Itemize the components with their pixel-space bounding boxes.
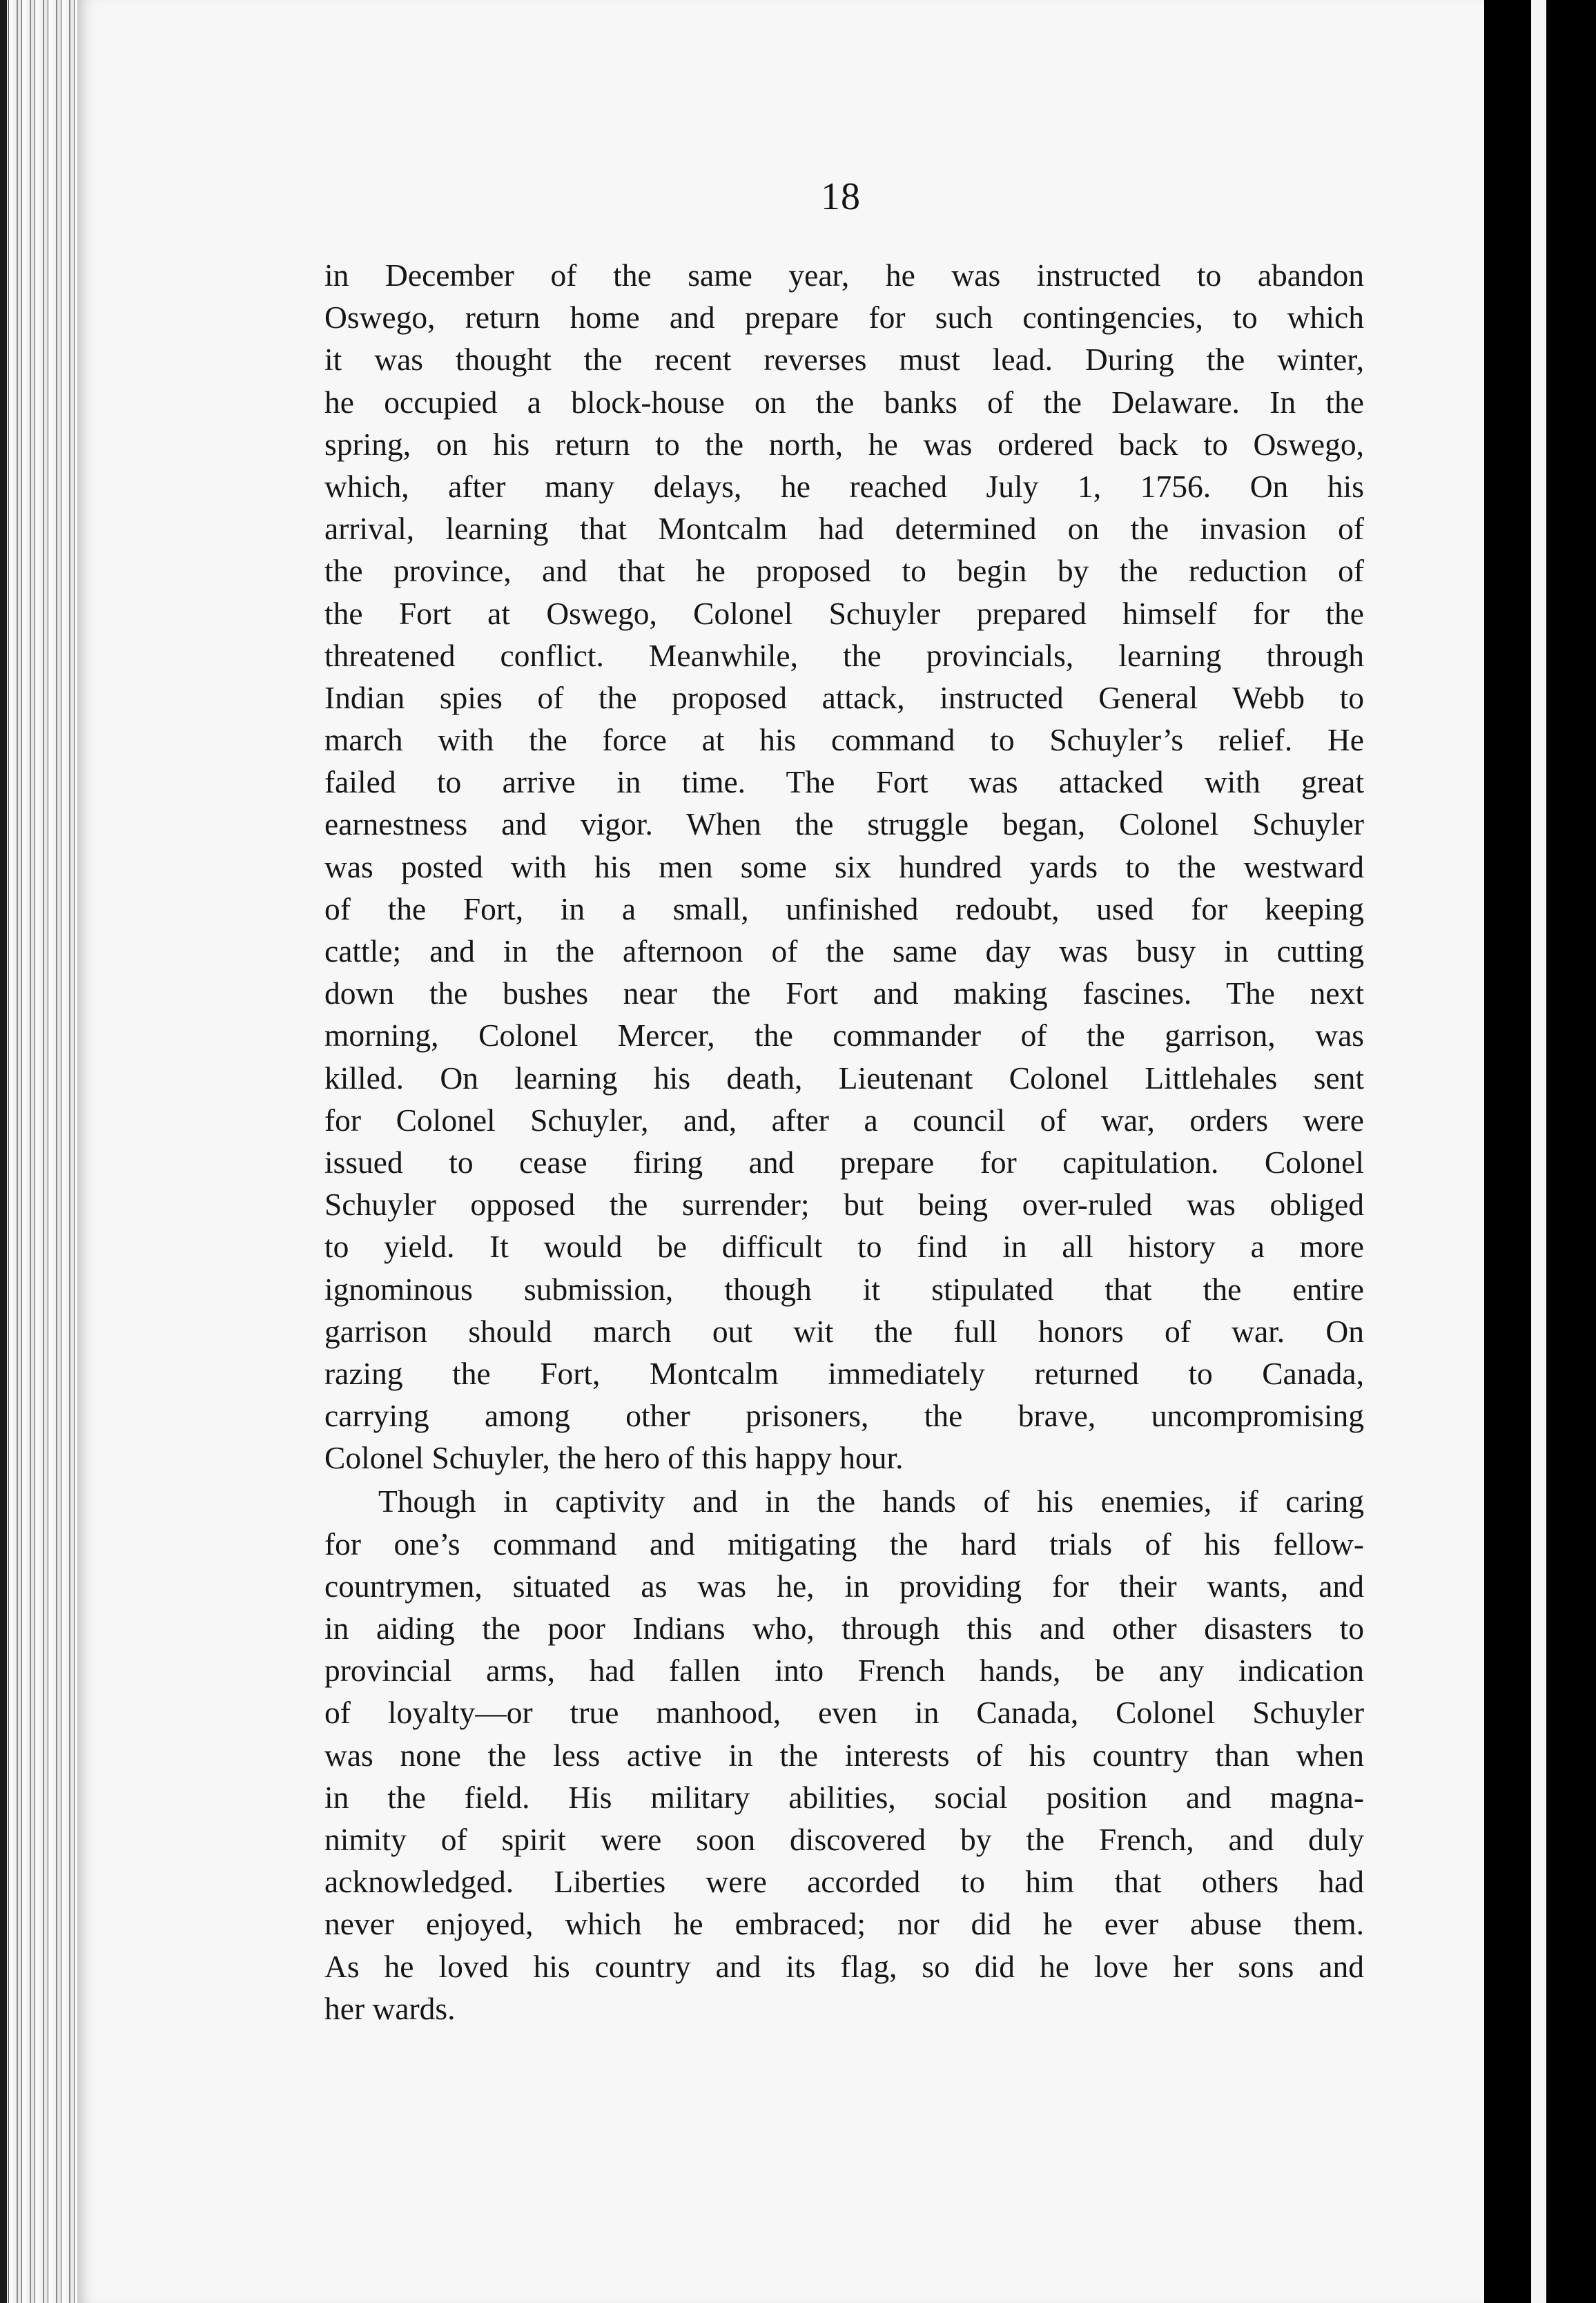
page-number: 18	[821, 175, 861, 218]
text-line: As he loved his country and its flag, so did he love her sons and	[324, 1948, 1364, 1984]
text-line: in December of the same year, he was instructed to abandon	[324, 257, 1364, 293]
text-line: in aiding the poor Indians who, through this and other disasters to	[324, 1611, 1364, 1646]
text-line: razing the Fort, Montcalm immediately returned to Canada,	[324, 1355, 1364, 1391]
text-line: it was thought the recent reverses must lead. During the winter,	[324, 342, 1364, 378]
text-line: her wards.	[324, 1990, 456, 2026]
text-line: down the bushes near the Fort and making fascines. The next	[324, 975, 1364, 1011]
text-line: killed. On learning his death, Lieutenant Colonel Littlehales sent	[324, 1060, 1364, 1096]
text-line: garrison should march out wit the full honors of war. On	[324, 1313, 1364, 1349]
text-line: acknowledged. Liberties were accorded to him that others had	[324, 1864, 1364, 1900]
text-line: the province, and that he proposed to begin by the reduction of	[324, 553, 1364, 589]
text-line: carrying among other prisoners, the brave, uncompromising	[324, 1398, 1364, 1434]
text-line: provincial arms, had fallen into French hands, be any indication	[324, 1653, 1364, 1689]
text-line: which, after many delays, he reached July 1, 1756. On his	[324, 468, 1364, 504]
text-line: for one’s command and mitigating the hard trials of his fellow-	[324, 1526, 1364, 1562]
text-line: Colonel Schuyler, the hero of this happy hour.	[324, 1440, 904, 1476]
text-line: to yield. It would be difficult to find in all history a more	[324, 1229, 1364, 1265]
text-line: never enjoyed, which he embraced; nor did he ever abuse them.	[324, 1906, 1364, 1942]
text-line: Schuyler opposed the surrender; but being over-ruled was obliged	[324, 1187, 1364, 1223]
text-line: of loyalty—or true manhood, even in Canada, Colonel Schuyler	[324, 1695, 1364, 1731]
text-line: ignominous submission, though it stipulated that the entire	[324, 1271, 1364, 1307]
body-text	[324, 254, 1364, 2030]
text-line: failed to arrive in time. The Fort was attacked with great	[324, 764, 1364, 800]
text-line: cattle; and in the afternoon of the same day was busy in cutting	[324, 933, 1364, 969]
text-line: for Colonel Schuyler, and, after a council of war, orders were	[324, 1102, 1364, 1138]
right-outer-border	[1567, 0, 1596, 2303]
paragraph-1	[324, 254, 1364, 1479]
text-line: morning, Colonel Mercer, the commander of the garrison, was	[324, 1018, 1364, 1053]
text-line: the Fort at Oswego, Colonel Schuyler prepared himself for the	[324, 595, 1364, 631]
text-line: was none the less active in the interests of his country than when	[324, 1737, 1364, 1773]
text-line: was posted with his men some six hundred yards to the westward	[324, 848, 1364, 884]
right-scan-border	[1484, 0, 1567, 2303]
text-line: march with the force at his command to Schuyler’s relief. He	[324, 722, 1364, 758]
paragraph-2	[324, 1480, 1364, 2029]
text-line: spring, on his return to the north, he was ordered back to Oswego,	[324, 426, 1364, 462]
text-line: Indian spies of the proposed attack, instructed General Webb to	[324, 679, 1364, 715]
text-line: he occupied a block-house on the banks of the Delaware. In the	[324, 384, 1364, 420]
book-edge-strips	[0, 0, 77, 2303]
text-line: countrymen, situated as was he, in providing for their wants, and	[324, 1568, 1364, 1604]
left-scan-border	[0, 0, 7, 2303]
text-line: of the Fort, in a small, unfinished redoubt, used for keeping	[324, 891, 1364, 926]
text-line: threatened conflict. Meanwhile, the provincials, learning through	[324, 637, 1364, 673]
right-page-edge-strip	[1531, 0, 1546, 2303]
text-line: arrival, learning that Montcalm had determined on the invasion of	[324, 511, 1364, 547]
text-line: issued to cease firing and prepare for capitulation. Colonel	[324, 1144, 1364, 1180]
text-line: earnestness and vigor. When the struggle began, Colonel Schuyler	[324, 806, 1364, 842]
text-line: Oswego, return home and prepare for such contingencies, to which	[324, 300, 1364, 336]
text-line: Though in captivity and in the hands of his enemies, if caring	[378, 1484, 1364, 1519]
text-line: nimity of spirit were soon discovered by the French, and duly	[324, 1821, 1364, 1857]
text-line: in the field. His military abilities, social position and magna-	[324, 1779, 1364, 1815]
